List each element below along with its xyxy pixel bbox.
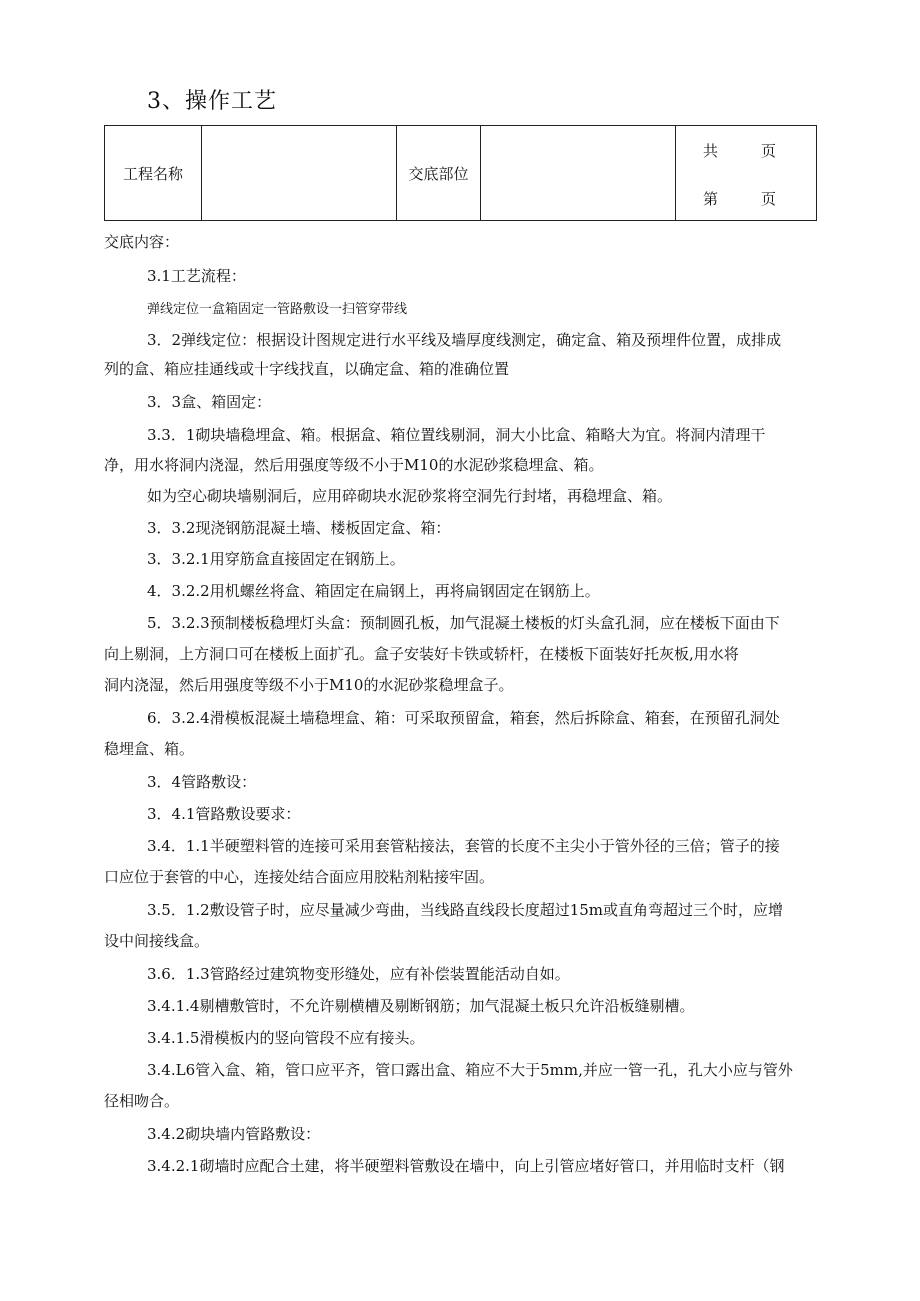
text-line: 3.4．1.1半硬塑料管的连接可采用套管粘接法，套管的长度不主尖小于管外径的三倍；管子的接: [147, 837, 780, 855]
text-line: 3．4管路敷设：: [147, 773, 257, 791]
location-label: 交底部位: [397, 126, 481, 221]
text-line: 洞内浇湿，然后用强度等级不小于M10的水泥砂浆稳埋盒子。: [104, 676, 514, 694]
text-line: 3.6．1.3管路经过建筑物变形缝处，应有补偿装置能活动自如。: [147, 965, 570, 983]
text-line: 径相吻合。: [104, 1092, 180, 1110]
text-line: 3．3.2现浇钢筋混凝土墙、楼板固定盒、箱：: [147, 519, 451, 537]
section-heading: 3、操作工艺: [147, 89, 277, 114]
text-line: 弹线定位一盒箱固定一管路敷设一扫管穿带线: [147, 302, 408, 317]
project-name-value: [202, 126, 397, 221]
current-label: 第: [703, 190, 719, 208]
text-line: 稳埋盒、箱。: [104, 740, 195, 758]
total-label: 共: [703, 142, 719, 160]
current-page-unit: 页: [761, 190, 777, 208]
header-table: [104, 125, 817, 221]
text-line: 向上剔洞，上方洞口可在楼板上面扩孔。盒子安装好卡铁或轿杆，在楼板下面装好托灰板,用水将: [104, 645, 739, 663]
text-line: 3.4.2.1砌墙时应配合土建，将半硬塑料管敷设在墙中，向上引管应堵好管口，并用临时支杆（钢: [147, 1157, 785, 1175]
text-line: 6．3.2.4滑模板混凝土墙稳埋盒、箱：可采取预留盒，箱套，然后拆除盒、箱套，在预留孔洞处: [147, 709, 780, 727]
text-line: 3．2弹线定位：根据设计图规定进行水平线及墙厚度线测定，确定盒、箱及预埋件位置，成排成: [147, 331, 782, 349]
text-line: 设中间接线盒。: [104, 932, 210, 950]
text-line: 3.1工艺流程：: [147, 267, 246, 285]
text-line: 5．3.2.3预制楼板稳埋灯头盒：预制圆孔板，加气混凝土楼板的灯头盒孔洞，应在楼板下面由下: [147, 614, 780, 632]
text-line: 3.5．1.2敷设管子时，应尽量减少弯曲，当线路直线段长度超过15m或直角弯超过三个时，应增: [147, 901, 784, 919]
text-line: 如为空心砌块墙剔洞后，应用碎砌块水泥砂浆将空洞先行封堵，再稳埋盒、箱。: [147, 487, 673, 505]
text-line: 3.3．1砌块墙稳埋盒、箱。根据盒、箱位置线剔洞，洞大小比盒、箱略大为宜。将洞内清理干: [147, 426, 766, 444]
text-line: 3．4.1管路敷设要求：: [147, 805, 301, 823]
text-line: 列的盒、箱应挂通线或十字线找直，以确定盒、箱的准确位置: [104, 360, 510, 378]
location-value: [481, 126, 676, 221]
text-line: 3.4.1.4剔槽敷管时，不允许剔横槽及剔断钢筋；加气混凝土板只允许沿板缝剔槽。: [147, 997, 695, 1015]
text-line: 净，用水将洞内浇湿，然后用强度等级不小于M10的水泥砂浆稳埋盒、箱。: [104, 456, 604, 474]
text-line: 3．3盒、箱固定：: [147, 393, 272, 411]
total-page-unit: 页: [761, 142, 777, 160]
text-line: 3.4.2砌块墙内管路敷设：: [147, 1125, 321, 1143]
text-line: 3.4.1.5滑模板内的竖向管段不应有接头。: [147, 1029, 425, 1047]
text-line: 4．3.2.2用机螺丝将盒、箱固定在扁钢上，再将扁钢固定在钢筋上。: [147, 582, 600, 600]
text-line: 3.4.L6管入盒、箱，管口应平齐，管口露出盒、箱应不大于5mm,并应一管一孔，孔大小应与管外: [147, 1061, 793, 1079]
text-line: 口应位于套管的中心，连接处结合面应用胶粘剂粘接牢固。: [104, 868, 495, 886]
page-count-cell: [676, 126, 817, 221]
text-line: 3．3.2.1用穿筋盒直接固定在钢筋上。: [147, 550, 405, 568]
project-name-label: 工程名称: [105, 126, 202, 221]
content-label: 交底内容：: [104, 233, 180, 251]
